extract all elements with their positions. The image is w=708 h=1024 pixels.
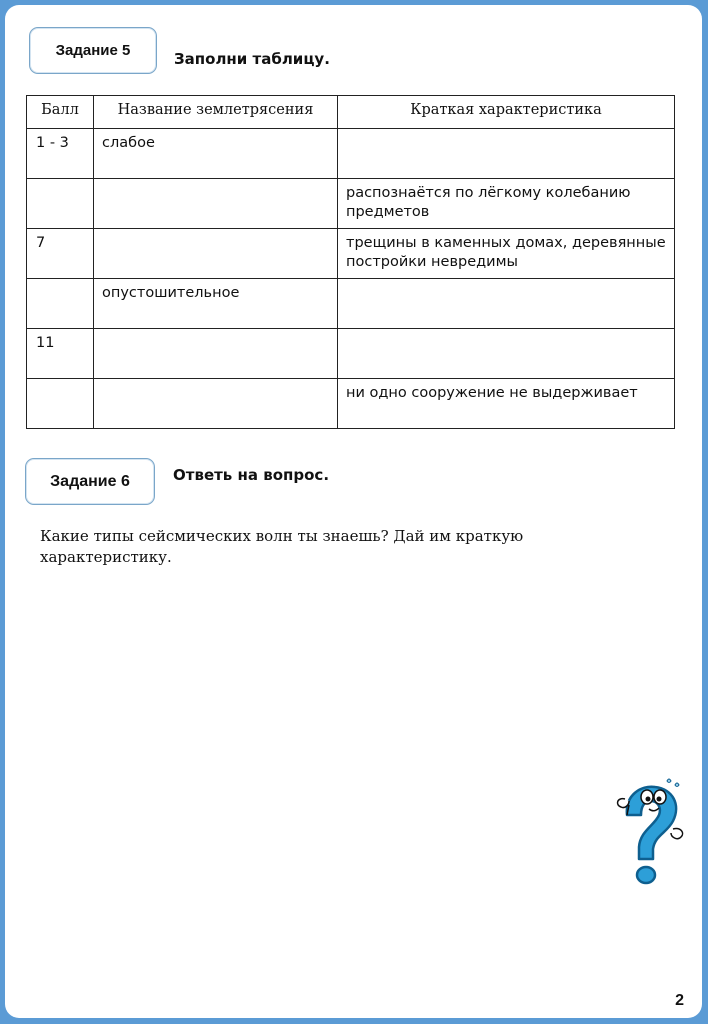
table-header-row xyxy=(27,96,675,129)
table-cell-score[interactable]: 11 xyxy=(27,329,94,379)
task-5-badge xyxy=(29,27,157,74)
table-cell-score[interactable] xyxy=(27,379,94,429)
table-cell-description[interactable]: распознаётся по лёгкому колебанию предметов xyxy=(338,179,675,229)
table-cell-name[interactable]: опустошительное xyxy=(94,279,338,329)
table-cell-name[interactable] xyxy=(94,179,338,229)
header-score: Балл xyxy=(27,96,94,129)
header-earthquake-name: Название землетрясения xyxy=(94,96,338,129)
task-6-instruction: Ответь на вопрос. xyxy=(173,466,330,484)
table-cell-name[interactable] xyxy=(94,229,338,279)
question-mark-mascot-icon xyxy=(607,775,691,891)
table-cell-name[interactable] xyxy=(94,379,338,429)
task-6-question: Какие типы сейсмических волн ты знаешь? Дай им краткую характеристику. xyxy=(40,527,524,566)
header-description: Краткая характеристика xyxy=(338,96,675,129)
table-cell-description[interactable] xyxy=(338,279,675,329)
table-cell-score[interactable]: 7 xyxy=(27,229,94,279)
task-5-instruction: Заполни таблицу. xyxy=(174,50,330,68)
table-cell-score[interactable] xyxy=(27,279,94,329)
earthquake-table xyxy=(26,95,675,429)
table-cell-name[interactable] xyxy=(94,329,338,379)
table-cell-score[interactable]: 1 - 3 xyxy=(27,129,94,179)
table-row xyxy=(27,229,675,279)
worksheet-page xyxy=(5,5,702,1018)
page-number: 2 xyxy=(675,992,684,1009)
task-6-label: Задание 6 xyxy=(50,472,130,490)
table-cell-name[interactable]: слабое xyxy=(94,129,338,179)
table-cell-score[interactable] xyxy=(27,179,94,229)
table-cell-description[interactable] xyxy=(338,329,675,379)
task-6-badge xyxy=(25,458,155,505)
table-row xyxy=(27,379,675,429)
table-row xyxy=(27,129,675,179)
table-cell-description[interactable] xyxy=(338,129,675,179)
table-row xyxy=(27,279,675,329)
table-cell-description[interactable]: ни одно сооружение не выдерживает xyxy=(338,379,675,429)
task-5-label: Задание 5 xyxy=(55,42,131,59)
table-cell-description[interactable]: трещины в каменных домах, деревянные постройки невредимы xyxy=(338,229,675,279)
table-row xyxy=(27,329,675,379)
table-row xyxy=(27,179,675,229)
